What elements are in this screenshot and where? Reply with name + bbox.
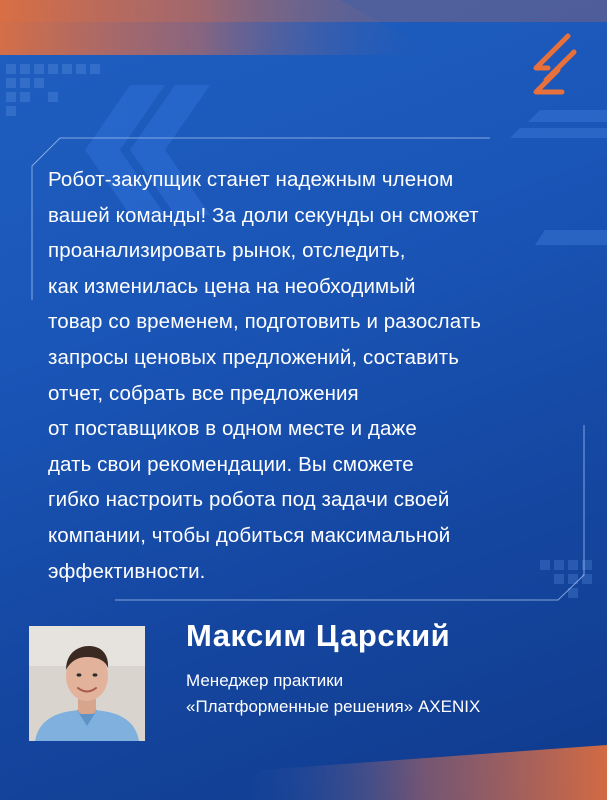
quote-line: вашей команды! За доли секунды он сможет xyxy=(48,203,479,227)
author-role-line: Менеджер практики xyxy=(186,671,344,690)
quote-line: от поставщиков в одном месте и даже xyxy=(48,417,417,441)
quote-text xyxy=(48,162,588,589)
author-name: Максим Царский xyxy=(186,618,451,653)
quote-line: дать свои рекомендации. Вы сможете xyxy=(48,452,414,476)
axenix-logo-icon xyxy=(518,30,580,100)
quote-line: товар со временем, подготовить и разослать xyxy=(48,310,482,334)
author-role xyxy=(186,668,480,720)
quote-line: эффективности. xyxy=(48,559,206,583)
person-photo xyxy=(29,626,145,741)
quote-line: Робот-закупщик станет надежным членом xyxy=(48,168,454,191)
quote-line: запросы ценовых предложений, составить xyxy=(48,345,459,369)
quote-line: проанализировать рынок, отследить, xyxy=(48,239,406,263)
quote-line: компании, чтобы добиться максимальной xyxy=(48,523,451,547)
quote-line: как изменилась цена на необходимый xyxy=(48,274,416,298)
author-role-line: «Платформенные решения» AXENIX xyxy=(186,697,481,716)
avatar xyxy=(29,626,145,741)
quote-line: отчет, собрать все предложения xyxy=(48,381,359,405)
quote-line: гибко настроить робота под задачи своей xyxy=(48,488,450,512)
